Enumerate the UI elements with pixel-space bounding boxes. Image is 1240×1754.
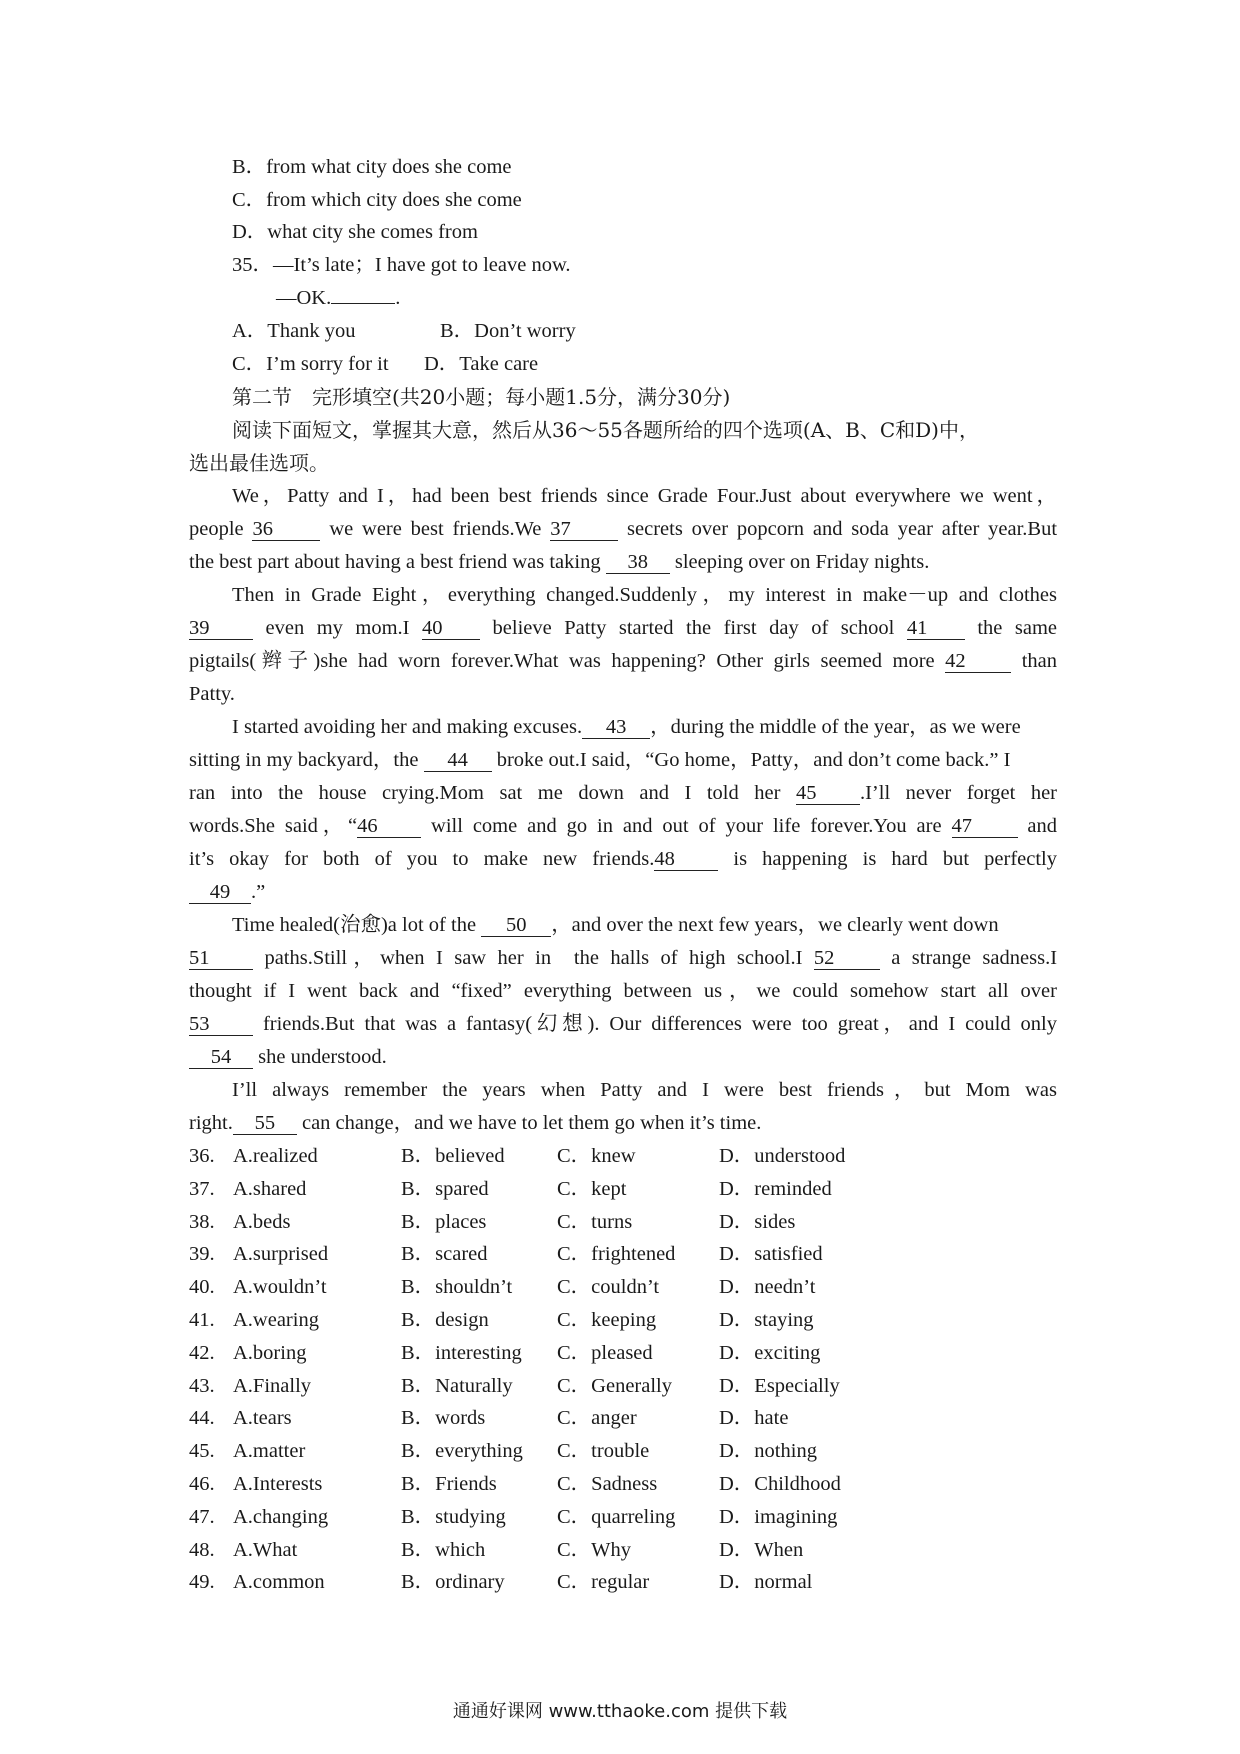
blank-50: 50 [481, 914, 551, 937]
option-b: B．ordinary [401, 1571, 505, 1594]
option-c: C．Why [557, 1538, 632, 1561]
blank-37: 37 [550, 518, 618, 541]
question-number: 41. [189, 1309, 215, 1331]
option-a: A.surprised [233, 1243, 329, 1266]
option-c: C．turns [557, 1210, 633, 1233]
option-b: B．studying [401, 1505, 506, 1528]
option-c: C．trouble [557, 1440, 650, 1463]
question-row [189, 1175, 949, 1203]
q35-stem: 35．—It’s late；I have got to leave now. [232, 254, 571, 276]
option-d: D．satisfied [719, 1243, 823, 1266]
passage-line: Time healed(治愈)a lot of the 50 ，and over the next few years，we clearly went down [232, 914, 999, 936]
option-c: C．frightened [557, 1243, 676, 1266]
question-row [189, 1470, 949, 1498]
passage-line: 54 she understood. [189, 1043, 387, 1071]
blank-51: 51 [189, 947, 253, 970]
option-a: A.Interests [233, 1473, 323, 1495]
q35-option-c: C．I’m sorry for it [232, 353, 389, 375]
question-row [189, 1240, 949, 1268]
option-d: D．imagining [719, 1505, 838, 1528]
option-b: B．words [401, 1407, 486, 1430]
blank-55: 55 [233, 1112, 297, 1135]
option-b: B．believed [401, 1145, 505, 1167]
option-a: A.changing [233, 1505, 329, 1528]
blank-52: 52 [814, 947, 880, 970]
option-c: C．anger [557, 1407, 637, 1430]
option-c-prev: C．from which city does she come [232, 189, 522, 211]
passage-line: Patty. [189, 683, 235, 705]
blank-40: 40 [422, 617, 480, 640]
question-row [189, 1306, 949, 1334]
passage-line: Then in Grade Eight，everything changed.Suddenly，my interest in make－up and clothes [232, 584, 1057, 606]
question-number: 37. [189, 1177, 215, 1200]
blank-41: 41 [907, 617, 965, 640]
option-a: A.beds [233, 1210, 291, 1233]
question-number: 47. [189, 1505, 215, 1528]
option-a: A.What [233, 1538, 298, 1561]
option-a: A.boring [233, 1341, 307, 1364]
question-number: 49. [189, 1571, 215, 1594]
option-c: C．Generally [557, 1374, 672, 1397]
q35-option-a: A．Thank you [232, 320, 356, 342]
option-a: A.realized [233, 1145, 318, 1167]
option-d: D．nothing [719, 1440, 817, 1463]
option-a: A.Finally [233, 1374, 312, 1397]
question-row [189, 1503, 949, 1531]
option-b: B．design [401, 1309, 489, 1331]
blank-53: 53 [189, 1013, 253, 1036]
blank-42: 42 [945, 650, 1011, 673]
option-d: D．Childhood [719, 1473, 841, 1495]
q35-option-b: B．Don’t worry [440, 320, 576, 342]
option-a: A.wearing [233, 1309, 319, 1331]
question-row [189, 1273, 949, 1301]
passage-line: the best part about having a best friend was taking 38 sleeping over on Friday nights. [189, 551, 930, 573]
blank-45: 45 [796, 782, 860, 805]
question-number: 42. [189, 1341, 215, 1364]
q35-reply [276, 284, 400, 312]
option-c: C．keeping [557, 1309, 657, 1331]
section-instruction-2: 选出最佳选项。 [189, 451, 329, 475]
passage-line: We，Patty and I，had been best friends since Grade Four.Just about everywhere we went， [232, 485, 1057, 507]
option-a: A.matter [233, 1440, 306, 1463]
question-row [189, 1437, 949, 1465]
option-a: A.common [233, 1571, 325, 1594]
option-c: C．regular [557, 1571, 650, 1594]
option-c: C．kept [557, 1177, 627, 1200]
option-b: B．which [401, 1538, 486, 1561]
option-b-prev: B．from what city does she come [232, 156, 512, 178]
question-row [189, 1372, 949, 1400]
blank-49: 49 [189, 881, 251, 904]
option-b: B．spared [401, 1177, 489, 1200]
blank-43: 43 [582, 716, 650, 739]
question-number: 38. [189, 1210, 215, 1233]
q35-reply-post: . [395, 287, 401, 309]
passage-line: I’ll always remember the years when Patty and I were best friends，but Mom was [232, 1079, 1057, 1101]
passage-line: 53 friends.But that was a fantasy(幻想). Our differences were too great，and I could only [189, 1013, 1057, 1035]
q35-option-d: D．Take care [424, 353, 539, 375]
section-title: 第二节 完形填空(共20小题；每小题1.5分，满分30分) [232, 385, 731, 409]
q35-blank [331, 303, 395, 304]
passage-line: sitting in my backyard，the 44 broke out.I said，“Go home，Patty，and don’t come back.” I [189, 749, 1011, 771]
passage-line: pigtails(辫子)she had worn forever.What was happening? Other girls seemed more 42 than [189, 650, 1057, 672]
option-a: A.wouldn’t [233, 1276, 327, 1299]
option-d: D．needn’t [719, 1276, 816, 1299]
question-row [189, 1339, 949, 1367]
passage-line: it’s okay for both of you to make new friends.48 is happening is hard but perfectly [189, 848, 1057, 870]
question-row [189, 1568, 949, 1596]
option-d: D．reminded [719, 1177, 832, 1200]
blank-36: 36 [252, 518, 320, 541]
question-number: 44. [189, 1407, 215, 1430]
footer-credit: 通通好课网 www.tthaoke.com 提供下载 [452, 1701, 788, 1722]
option-d-prev: D．what city she comes from [232, 221, 478, 243]
question-number: 39. [189, 1243, 215, 1266]
passage-line: words.She said，“46 will come and go in and out of your life forever.You are 47 and [189, 815, 1058, 837]
blank-46: 46 [357, 815, 421, 838]
option-d: D．Especially [719, 1374, 840, 1397]
blank-44: 44 [424, 749, 492, 772]
question-row [189, 1536, 949, 1564]
option-d: D．staying [719, 1309, 814, 1331]
blank-54: 54 [189, 1046, 253, 1069]
option-b: B．everything [401, 1440, 523, 1463]
passage-line: 51 paths.Still，when I saw her in the halls of high school.I 52 a strange sadness.I [189, 947, 1058, 969]
question-number: 48. [189, 1538, 215, 1561]
blank-39: 39 [189, 617, 253, 640]
option-d: D．sides [719, 1210, 796, 1233]
passage-line: I started avoiding her and making excuses. 43 ，during the middle of the year，as we were [232, 716, 1021, 738]
option-c: C．Sadness [557, 1473, 658, 1495]
option-d: D．hate [719, 1407, 789, 1430]
option-b: B．shouldn’t [401, 1276, 513, 1299]
passage-line: thought if I went back and “fixed” everything between us，we could somehow start all over [189, 980, 1057, 1002]
question-number: 46. [189, 1473, 215, 1495]
option-c: C．pleased [557, 1341, 653, 1364]
option-d: D．exciting [719, 1341, 821, 1364]
option-d: D．understood [719, 1145, 846, 1167]
question-number: 40. [189, 1276, 215, 1299]
option-a: A.shared [233, 1177, 307, 1200]
question-row [189, 1404, 949, 1432]
option-d: D．normal [719, 1571, 813, 1594]
passage-line: people 36 we were best friends.We 37 secrets over popcorn and soda year after year.But [189, 518, 1058, 540]
question-row [189, 1142, 949, 1170]
option-c: C．couldn’t [557, 1276, 660, 1299]
option-c: C．quarreling [557, 1505, 676, 1528]
option-a: A.tears [233, 1407, 292, 1430]
section-instruction-1: 阅读下面短文，掌握其大意，然后从36～55各题所给的四个选项(A、B、C和D)中， [232, 418, 979, 442]
blank-48: 48 [654, 848, 718, 871]
option-b: B．Naturally [401, 1374, 513, 1397]
option-b: B．Friends [401, 1473, 497, 1495]
question-number: 43. [189, 1374, 215, 1397]
passage-line: 49 .” [189, 878, 265, 906]
option-b: B．scared [401, 1243, 488, 1266]
passage-line: ran into the house crying.Mom sat me down and I told her 45 .I’ll never forget her [189, 782, 1057, 804]
option-b: B．places [401, 1210, 487, 1233]
blank-38: 38 [606, 551, 670, 574]
question-row [189, 1208, 949, 1236]
option-b: B．interesting [401, 1341, 522, 1364]
option-d: D．When [719, 1538, 804, 1561]
passage-line: right. 55 can change，and we have to let them go when it’s time. [189, 1112, 762, 1134]
option-c: C．knew [557, 1145, 636, 1167]
question-number: 36. [189, 1145, 215, 1167]
passage-line: 39 even my mom.I 40 believe Patty started the first day of school 41 the same [189, 617, 1058, 639]
question-number: 45. [189, 1440, 215, 1463]
q35-reply-pre: —OK. [276, 287, 332, 309]
blank-47: 47 [952, 815, 1018, 838]
